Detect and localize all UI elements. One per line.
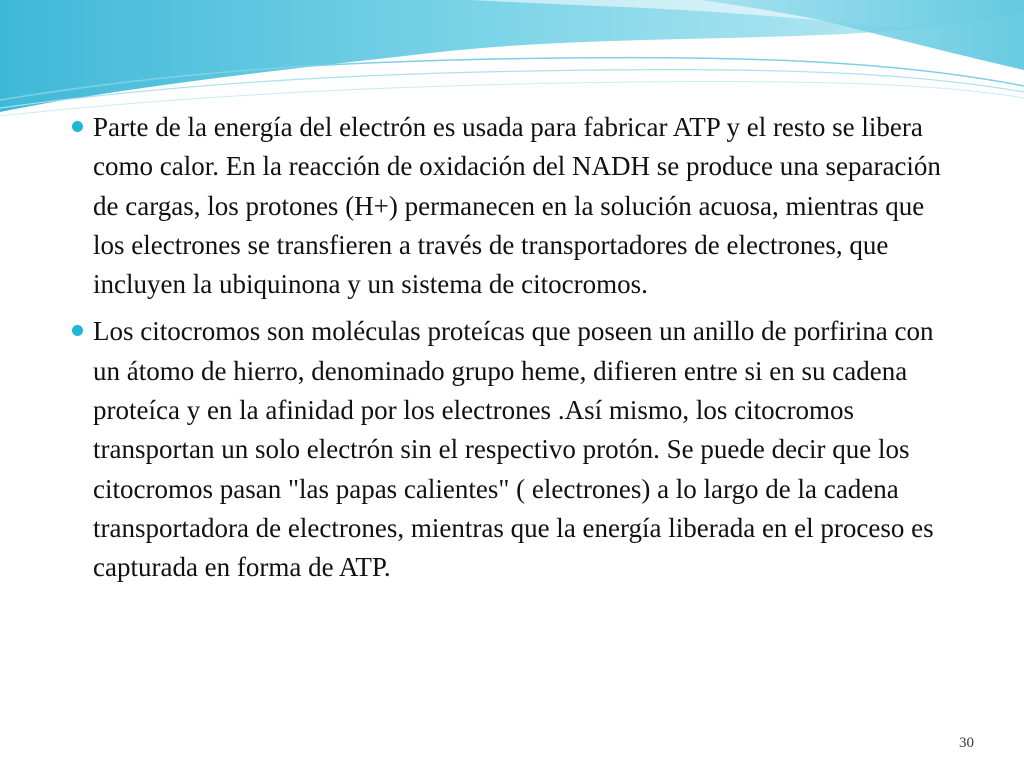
bullet-text: Los citocromos son moléculas proteícas que poseen un anillo de porfirina con un átomo de hierro, denominado grupo heme, difieren entre si en su cadena proteíca y en la afinidad por los electrones .Así mismo, los citocromos transportan un solo electrón sin el respectivo protón. Se puede decir que los citocromos pasan "las papas calientes" ( electrones) a lo largo de la cadena transportadora de electrones, mientras que la energía liberada en el proceso es capturada en forma de ATP. <box>93 316 934 583</box>
bullet-text: Parte de la energía del electrón es usada para fabricar ATP y el resto se libera como calor. En la reacción de oxidación del NADH se produce una separación de cargas, los protones (H+) permanecen en la solución acuosa, mientras que los electrones se transfieren a través de transportadores de electrones, que incluyen la ubiquinona y un sistema de citocromos. <box>93 112 941 300</box>
bullet-list <box>70 108 960 596</box>
bullet-dot-icon <box>72 121 83 132</box>
page-number: 30 <box>959 735 974 751</box>
bullet-dot-icon <box>72 325 83 336</box>
bullet-item <box>70 108 960 304</box>
bullet-item <box>70 312 960 587</box>
